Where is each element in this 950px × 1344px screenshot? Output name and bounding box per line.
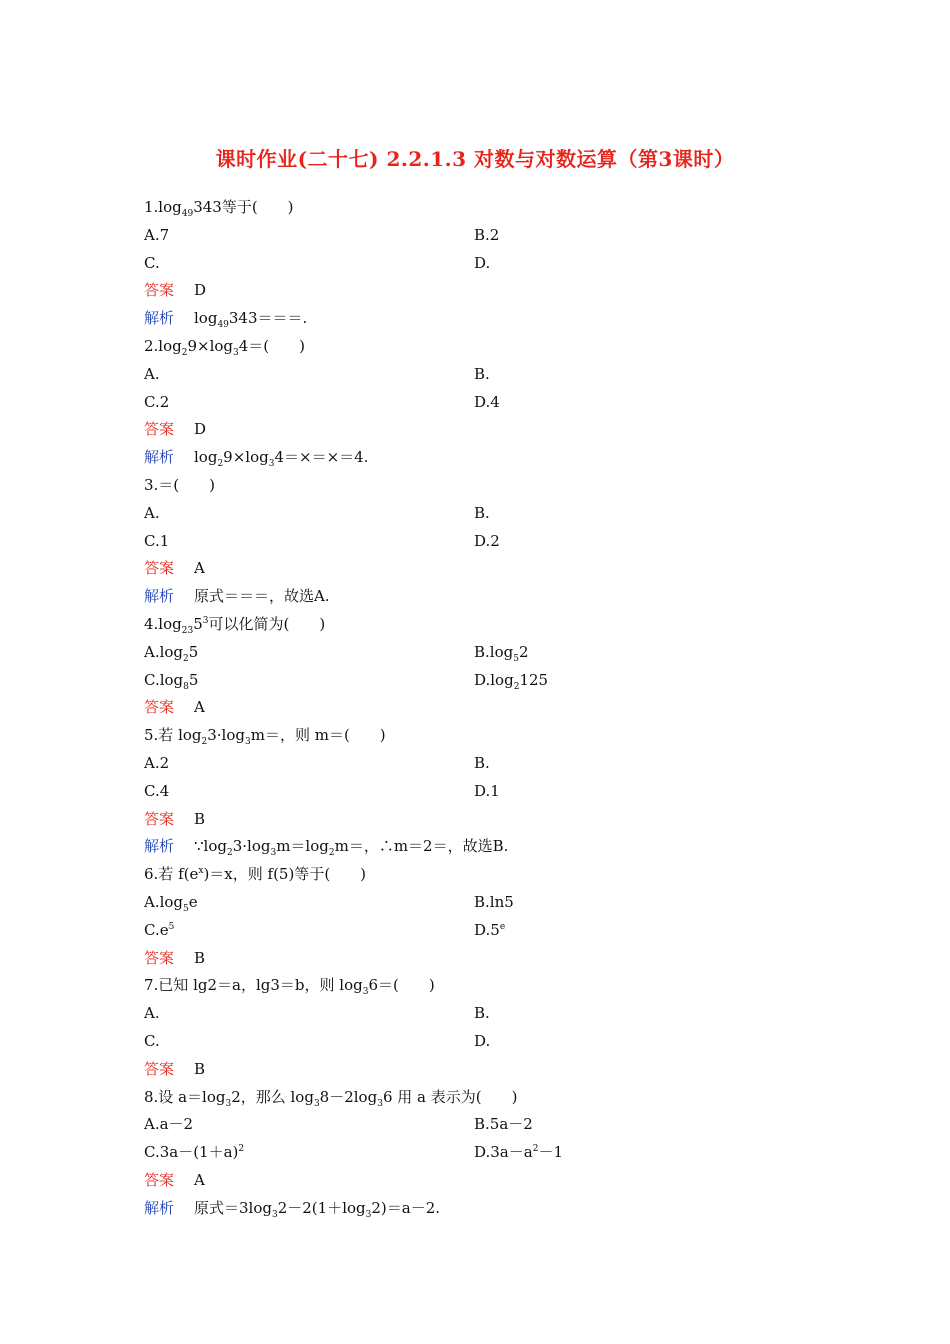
question-6: 6.若 $f(e^x)=x$，则 f(5)等于( ) [144,865,367,884]
q3-option-a: A. [144,503,160,522]
q4-option-a: $A.\log_25$ [144,642,199,664]
page-title: 课时作业(二十七) 2.2.1.3 对数与对数运算（第3课时） [215,147,735,171]
question-list [144,194,844,1222]
q7-option-b: B. [474,1004,490,1023]
answer-label: 答案 [144,948,175,967]
q4-answer: 答案 A [144,694,844,722]
q7-answer: 答案 B [144,1056,844,1084]
q4-options-ab [144,639,844,667]
q3-option-b: B. [474,503,490,522]
q1-option-d: D. [474,253,491,272]
question-5: 5.若 $\log_23\cdot\log_3m=$，则 m＝( ) [144,726,386,748]
q3-option-c: C.1 [144,531,170,550]
q7-option-c: C. [144,1031,160,1050]
q3-explanation: 解析 原式＝＝＝，故选A. [144,583,844,611]
answer-label: 答案 [144,1059,175,1078]
q8-option-a: A.a－2 [144,1115,194,1134]
q5-option-b: B. [474,753,490,772]
q8-options-cd [144,1139,844,1167]
q2-option-b: B. [474,364,490,383]
q8-explanation: 解析 原式$=3\log_32-2(1+\log_32)=a-2$. [144,1195,844,1223]
q6-option-a: $A.\log_5e$ [144,892,198,914]
q5-option-d: D.1 [474,781,500,800]
question-2: $2.\log_29\times\log_34=$( ) [144,336,306,358]
q6-option-c: $C.e^5$ [144,920,175,939]
question-1: $1.\log_{49}343$等于( ) [144,198,294,219]
q7-options-ab [144,1000,844,1028]
q5-explanation: 解析 $\because\log_23\cdot\log_3m=\log_2m=$，∴m＝2＝，故选B. [144,833,844,861]
q3-answer: 答案 A [144,555,844,583]
q1-options-cd [144,250,844,278]
q2-options-cd [144,389,844,417]
q1-explanation: 解析 $\log_{49}343===$. [144,305,844,333]
q2-answer: 答案 D [144,416,844,444]
q6-option-b: B.ln5 [474,892,514,911]
q7-options-cd [144,1028,844,1056]
q5-answer: 答案 B [144,806,844,834]
answer-label: 答案 [144,698,175,717]
explanation-label: 解析 [144,309,175,328]
question-8: 8.设 $a=\log_32$，那么 $\log_38-2\log_36$ 用 a 表示为( ) [144,1087,518,1109]
q5-options-cd [144,778,844,806]
q3-options-ab [144,500,844,528]
q6-answer: 答案 B [144,945,844,973]
q8-option-d: $D.3a-a^2-1$ [474,1143,563,1162]
q1-option-b: B.2 [474,225,500,244]
q8-options-ab [144,1111,844,1139]
q8-answer: 答案 A [144,1167,844,1195]
q2-option-d: D.4 [474,392,500,411]
explanation-label: 解析 [144,448,175,467]
q4-option-c: $C.\log_85$ [144,670,199,692]
explanation-label: 解析 [144,1198,175,1217]
answer-label: 答案 [144,281,175,300]
q1-option-a: A.7 [144,225,170,244]
explanation-label: 解析 [144,837,175,856]
answer-label: 答案 [144,420,175,439]
q7-option-a: A. [144,1004,160,1023]
q4-options-cd [144,667,844,695]
q7-option-d: D. [474,1031,491,1050]
question-3: 3.＝( ) [144,475,216,494]
q2-option-a: A. [144,364,160,383]
explanation-label: 解析 [144,587,175,606]
q5-options-ab [144,750,844,778]
q3-option-d: D.2 [474,531,500,550]
q1-options-ab [144,222,844,250]
q4-option-b: $B.\log_52$ [474,642,529,664]
q6-options-ab [144,889,844,917]
question-7: 7.已知 lg2＝a，lg3＝b，则 $\log_36=$( ) [144,976,435,998]
answer-label: 答案 [144,809,175,828]
question-4: $4.\log_{23}5^3$可以化简为( ) [144,614,326,636]
q3-options-cd [144,528,844,556]
q4-option-d: $D.\log_2125$ [474,670,549,692]
q2-options-ab [144,361,844,389]
answer-label: 答案 [144,1170,175,1189]
q5-option-a: A.2 [144,753,170,772]
q8-option-c: $C.3a-(1+a)^2$ [144,1143,245,1162]
q2-explanation: 解析 $\log_29\times\log_34=\times=\times=4$. [144,444,844,472]
q1-option-c: C. [144,253,160,272]
q6-option-d: D.5e [474,920,506,939]
q8-option-b: B.5a－2 [474,1115,533,1134]
answer-label: 答案 [144,559,175,578]
q6-options-cd [144,917,844,945]
q2-option-c: C.2 [144,392,170,411]
q5-option-c: C.4 [144,781,170,800]
q1-answer: 答案 D [144,277,844,305]
